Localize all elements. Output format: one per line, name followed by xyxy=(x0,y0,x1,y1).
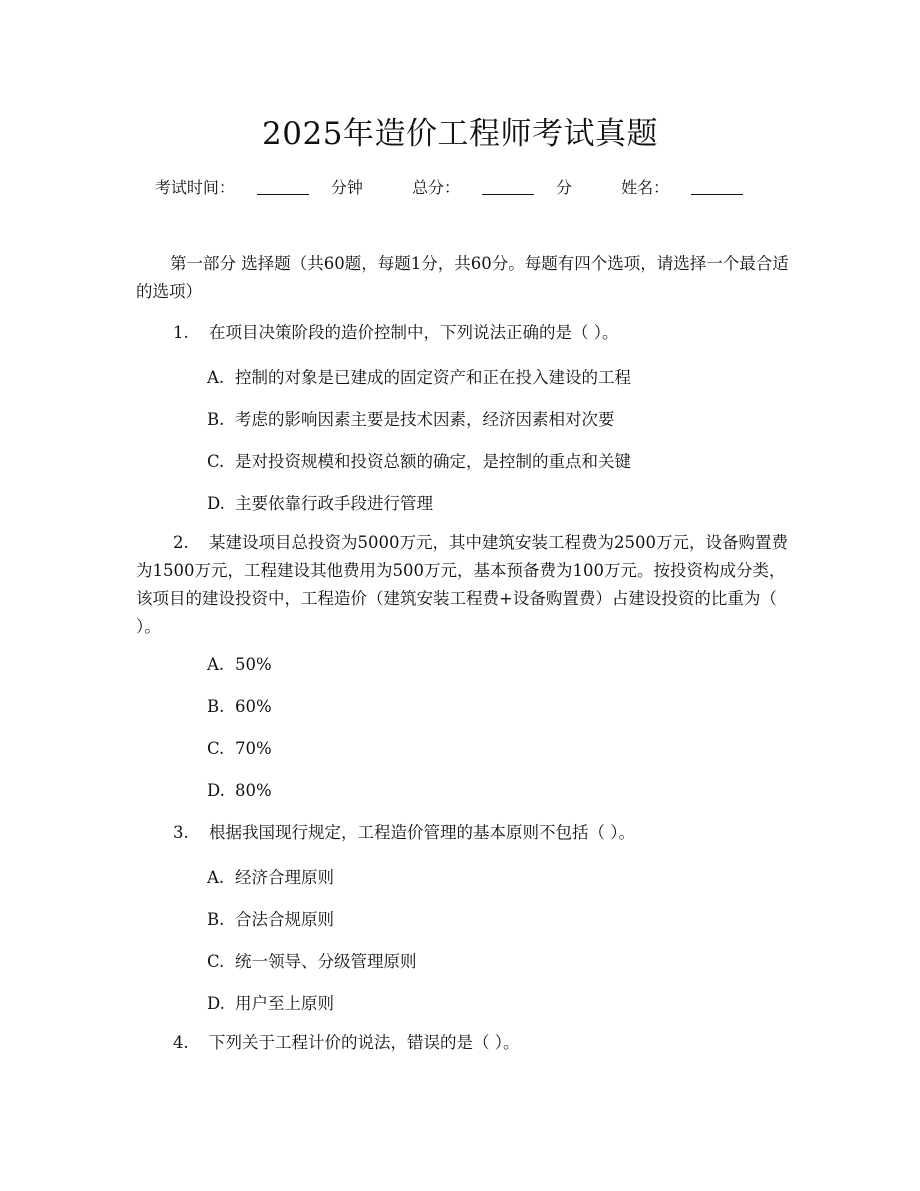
question-text: 某建设项目总投资为5000万元，其中建筑安装工程费为2500万元，设备购置费为1500万元，工程建设其他费用为500万元，基本预备费为100万元。按投资构成分类，该项目的建设投资中，工程造价（建筑安装工程费+设备购置费）占建设投资的比重为（ ）。 xyxy=(136,533,788,636)
question-1-option-c: C. 是对投资规模和投资总额的确定，是控制的重点和关键 xyxy=(207,452,631,471)
question-1-option-b: B. 考虑的影响因素主要是技术因素，经济因素相对次要 xyxy=(207,410,615,429)
exam-info-line xyxy=(0,175,920,198)
name-blank xyxy=(691,180,743,195)
question-3-option-b: B. 合法合规原则 xyxy=(207,910,334,929)
question-2 xyxy=(136,529,796,641)
question-1-option-d: D. 主要依靠行政手段进行管理 xyxy=(207,494,433,513)
question-2-option-b: B. 60% xyxy=(207,697,272,716)
question-1-option-a: A. 控制的对象是已建成的固定资产和正在投入建设的工程 xyxy=(207,368,631,387)
question-number: 3. xyxy=(173,823,189,842)
total-score: 总分： 分 xyxy=(411,178,573,197)
question-2-option-d: D. 80% xyxy=(207,781,272,800)
page-title: 2025年造价工程师考试真题 xyxy=(262,116,658,152)
question-3-option-d: D. 用户至上原则 xyxy=(207,994,334,1013)
question-number: 2. xyxy=(173,533,189,552)
section-header: 第一部分 选择题（共60题，每题1分，共60分。每题有四个选项，请选择一个最合适的选项） xyxy=(136,254,789,301)
question-4 xyxy=(136,1029,796,1057)
question-text: 根据我国现行规定，工程造价管理的基本原则不包括（ ）。 xyxy=(209,823,635,842)
question-2-option-a: A. 50% xyxy=(207,655,272,674)
question-text: 下列关于工程计价的说法，错误的是（ ）。 xyxy=(209,1033,520,1052)
question-number: 4. xyxy=(173,1033,189,1052)
question-3-option-a: A. 经济合理原则 xyxy=(207,868,334,887)
score-blank xyxy=(482,180,534,195)
question-number: 1. xyxy=(173,323,189,342)
student-name: 姓名： xyxy=(621,178,765,197)
question-3-option-c: C. 统一领导、分级管理原则 xyxy=(207,952,417,971)
question-3 xyxy=(136,819,796,847)
time-blank xyxy=(257,180,309,195)
question-2-option-c: C. 70% xyxy=(207,739,272,758)
question-1 xyxy=(136,319,796,347)
question-text: 在项目决策阶段的造价控制中，下列说法正确的是（ ）。 xyxy=(209,323,619,342)
exam-time: 考试时间： 分钟 xyxy=(154,178,363,197)
